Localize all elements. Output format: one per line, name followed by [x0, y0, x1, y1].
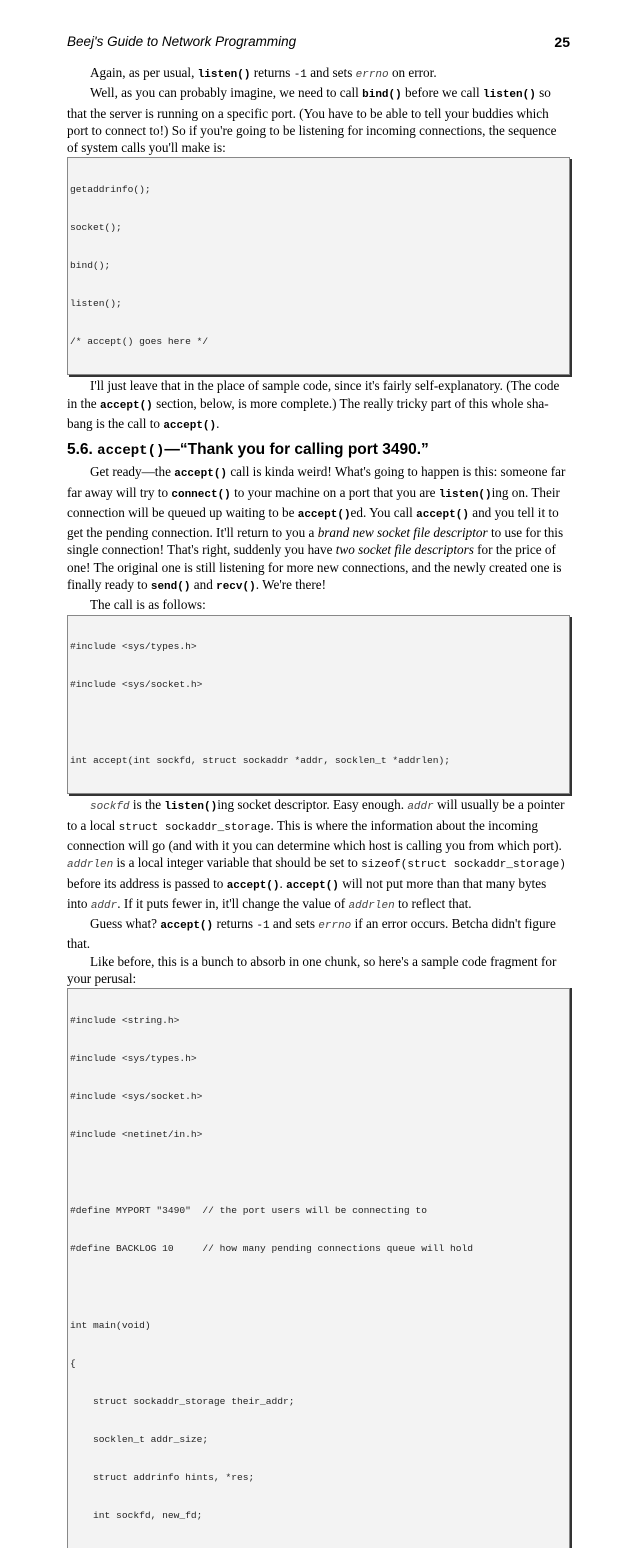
paragraph-accept-error: Guess what? accept() returns -1 and sets errno if an error occurs. Betcha didn't figure that. [67, 916, 556, 952]
code-line: struct addrinfo hints, *res; [70, 1471, 255, 1483]
code-line: listen(); [70, 298, 122, 310]
code-line [70, 717, 569, 730]
code-line: int sockfd, new_fd; [70, 1510, 203, 1521]
code-line: #include <sys/socket.h> [70, 679, 203, 691]
code-line: struct sockaddr_storage their_addr; [70, 1395, 295, 1407]
code-line [70, 1167, 569, 1180]
code-line: /* accept() goes here */ [70, 336, 209, 348]
code-block-syscall-sequence [67, 157, 570, 375]
code-line: #include <sys/types.h> [70, 641, 197, 653]
code-line: #include <string.h> [70, 1014, 180, 1026]
code-line: socklen_t addr_size; [70, 1433, 209, 1445]
code-line: { [70, 1357, 76, 1369]
code-line: #include <netinet/in.h> [70, 1129, 203, 1141]
paragraph-listen-return: Again, as per usual, listen() returns -1 and sets errno on error. [90, 65, 437, 81]
code-line: int main(void) [70, 1319, 151, 1331]
paragraph-call-intro: The call is as follows: [90, 597, 206, 613]
paragraph-accept-params: sockfd is the listen()ing socket descriptor. Easy enough. addr will usually be a pointer to a local struct sockaddr_storage. This is where the information about the incoming connection will go (and with it you can determine which host is calling you from which port). addrlen is a local integer variable that should be set to sizeof(struct sockaddr_storage) before its address is passed to accept(). accept() will not put more than that many bytes into addr. If it puts fewer in, it'll change the value of addrlen to reflect that. [67, 797, 566, 912]
paragraph-sample-fragment-intro: Like before, this is a bunch to absorb in one chunk, so here's a sample code fragment for your perusal: [67, 953, 557, 987]
code-line: int accept(int sockfd, struct sockaddr *addr, socklen_t *addrlen); [70, 755, 450, 767]
code-line: bind(); [70, 260, 111, 272]
code-line: #define BACKLOG 10 // how many pending connections queue will hold [70, 1243, 474, 1255]
code-line: #include <sys/types.h> [70, 1052, 197, 1064]
code-block-sample-fragment [67, 988, 570, 1548]
code-line: #include <sys/socket.h> [70, 1090, 203, 1102]
paragraph-sample-code-note: I'll just leave that in the place of sample code, since it's fairly self-explanatory. (The code in the accept() section, below, is more complete.) The really tricky part of this whole sha-bang is the call to accept(). [67, 378, 560, 432]
code-line [70, 1281, 569, 1294]
code-line: getaddrinfo(); [70, 183, 151, 195]
paragraph-accept-intro: Get ready—the accept() call is kinda weird! What's going to happen is this: someone far far away will try to connect() to your machine on a port that you are listen()ing on. Their connection will be queued up waiting to be accept()ed. You call accept() and you tell it to get the pending connection. It'll return to you a brand new socket file descriptor to use for this single connection! That's right, suddenly you have two socket file descriptors for the price of one! The original one is still listening for more new connections, and the newly created one is finally ready to send() and recv(). We're there! [67, 464, 566, 594]
paragraph-bind-before-listen: Well, as you can probably imagine, we need to call bind() before we call listen() so that the server is running on a specific port. (You have to be able to tell your buddies which port to connect to!) So if you're going to be listening for incoming connections, the sequence of system calls you'll make is: [67, 85, 557, 156]
page-content [67, 64, 570, 1550]
page-number: 25 [554, 34, 570, 50]
page-header [67, 34, 570, 52]
code-line: socket(); [70, 221, 122, 233]
code-block-accept-prototype [67, 615, 570, 795]
code-line: #define MYPORT "3490" // the port users will be connecting to [70, 1205, 427, 1217]
section-heading: 5.6. accept()—“Thank you for calling port 3490.” [67, 441, 429, 460]
book-title: Beej's Guide to Network Programming [67, 34, 297, 49]
